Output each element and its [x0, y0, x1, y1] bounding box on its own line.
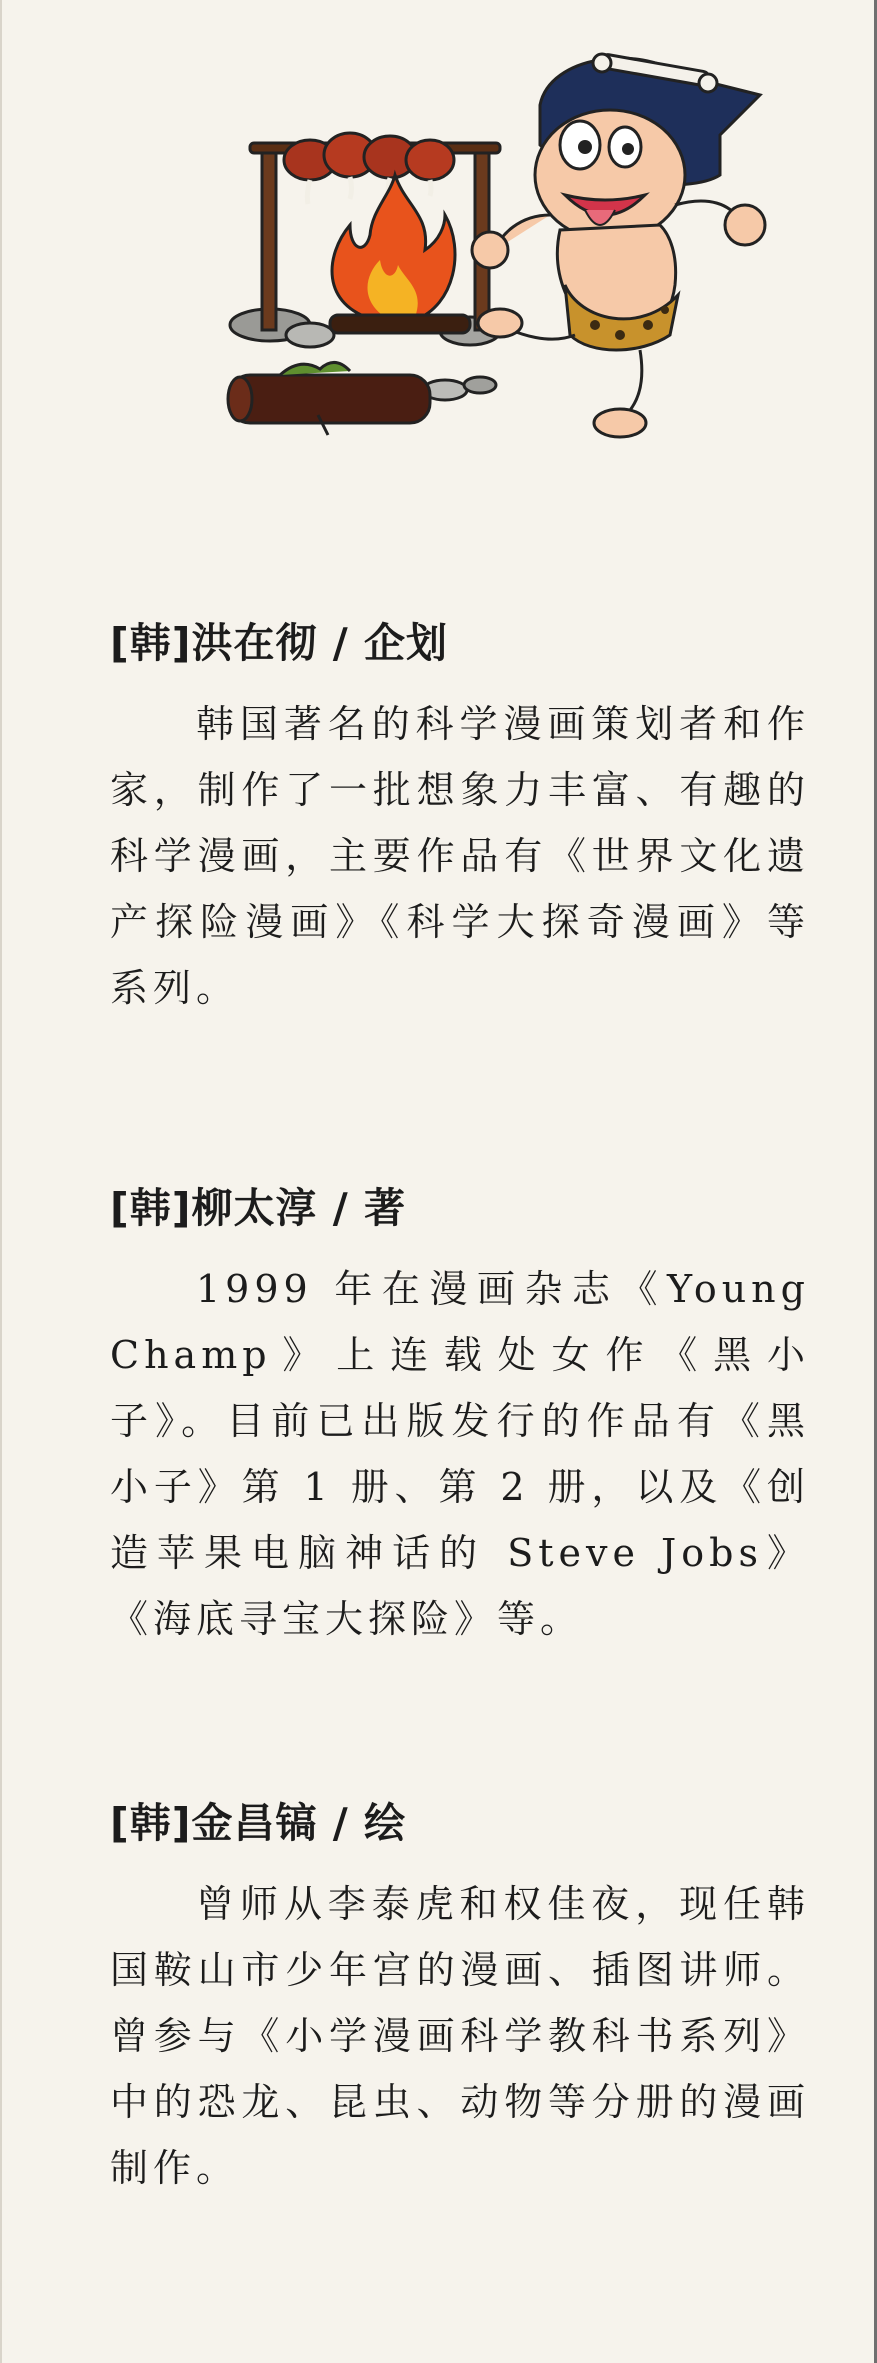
author-bio: 1999 年在漫画杂志《Young Champ》上连载处女作《黑小子》。目前已出版发行的作品有《黑小子》第 1 册、第 2 册，以及《创造苹果电脑神话的 Steve Jobs》《海底寻宝大探险》等。 [110, 1267, 810, 1641]
caveman-roasting-meat-illustration [200, 35, 780, 455]
caveman-icon [472, 54, 765, 437]
planner-section [110, 615, 810, 1021]
sausages-icon [284, 133, 454, 204]
planner-bio: 韩国著名的科学漫画策划者和作家，制作了一批想象力丰富、有趣的科学漫画，主要作品有《世界文化遗产探险漫画》《科学大探奇漫画》等系列。 [110, 702, 810, 1010]
author-section [110, 1180, 810, 1652]
illustrator-bio: 曾师从李泰虎和权佳夜，现任韩国鞍山市少年宫的漫画、插图讲师。曾参与《小学漫画科学教科书系列》中的恐龙、昆虫、动物等分册的漫画制作。 [110, 1882, 810, 2190]
illustrator-heading: [韩]金昌镐 / 绘 [110, 1799, 406, 1847]
log-icon [228, 362, 430, 435]
planner-heading: [韩]洪在彻 / 企划 [110, 619, 448, 667]
author-heading: [韩]柳太淳 / 著 [110, 1184, 406, 1232]
illustrator-section [110, 1795, 810, 2201]
